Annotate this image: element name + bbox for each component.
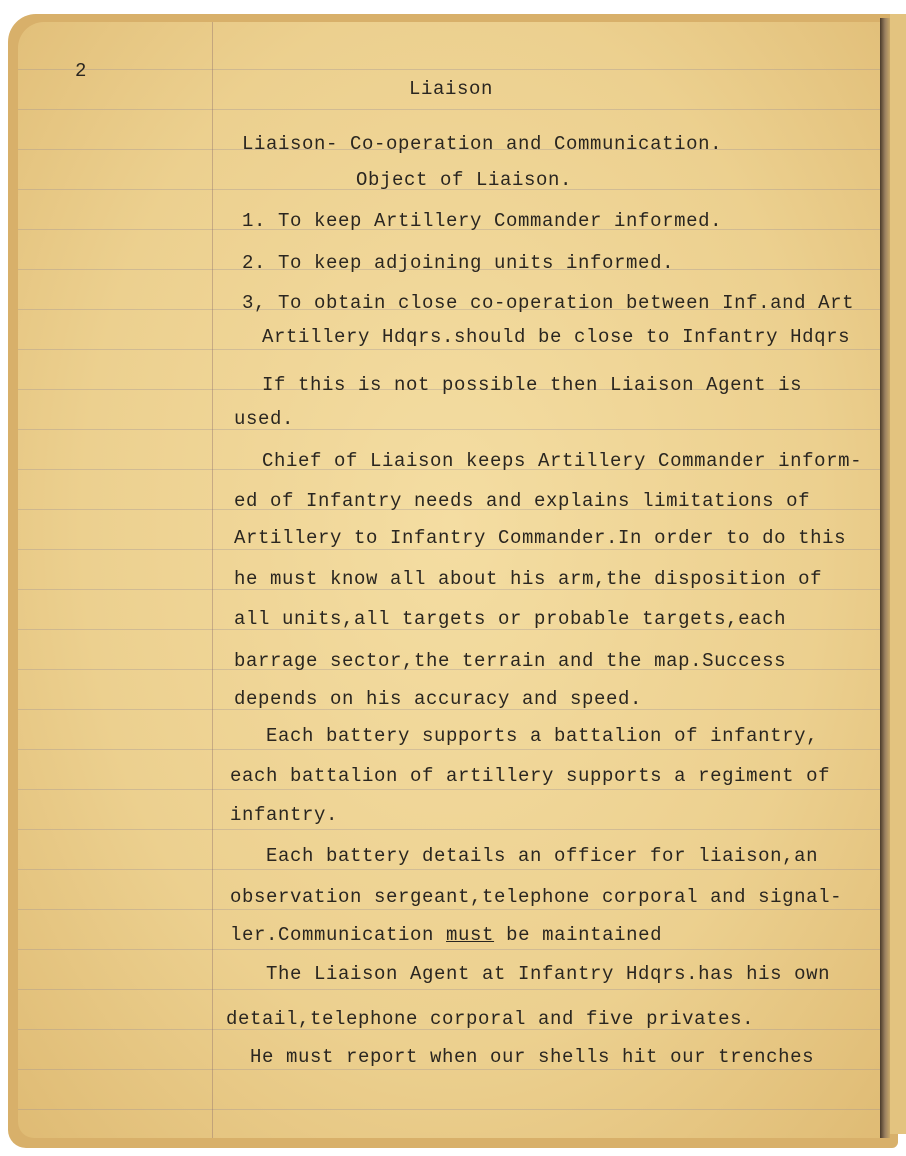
text-line-24: He must report when our shells hit our trenches xyxy=(250,1046,815,1068)
underlined-word-must: must xyxy=(446,924,495,946)
text-line-22: The Liaison Agent at Infantry Hdqrs.has his own xyxy=(266,963,831,985)
text-line-7: If this is not possible then Liaison Agent is xyxy=(262,374,803,396)
text-line-14: barrage sector,the terrain and the map.Success xyxy=(234,650,787,672)
notebook-binding xyxy=(880,18,890,1138)
text-line-9: Chief of Liaison keeps Artillery Commander inform- xyxy=(262,450,863,472)
text-line-8: used. xyxy=(234,408,295,430)
text-line-12: he must know all about his arm,the disposition of xyxy=(234,568,823,590)
text-line-13: all units,all targets or probable targets,each xyxy=(234,608,787,630)
text-line-19: Each battery details an officer for liaison,an xyxy=(266,845,819,867)
text-line-20: observation sergeant,telephone corporal and signal- xyxy=(230,886,843,908)
text-line-10: ed of Infantry needs and explains limitations of xyxy=(234,490,811,512)
text-line-15: depends on his accuracy and speed. xyxy=(234,688,643,710)
text-line-21-part-3: be maintained xyxy=(494,924,663,946)
text-line-5: 3, To obtain close co-operation between Inf.and Art xyxy=(242,292,855,314)
facing-page-edge xyxy=(890,14,906,1134)
page-number: 2 xyxy=(75,60,88,82)
text-line-17: each battalion of artillery supports a regiment of xyxy=(230,765,831,787)
margin-line xyxy=(212,22,213,1138)
text-line-16: Each battery supports a battalion of infantry, xyxy=(266,725,819,747)
text-line-3: 1. To keep Artillery Commander informed. xyxy=(242,210,723,232)
page-title: Liaison xyxy=(409,78,494,100)
text-line-1: Liaison- Co-operation and Communication. xyxy=(242,133,723,155)
text-line-4: 2. To keep adjoining units informed. xyxy=(242,252,675,274)
text-line-23: detail,telephone corporal and five privates. xyxy=(226,1008,755,1030)
text-line-2: Object of Liaison. xyxy=(356,169,573,191)
text-line-6: Artillery Hdqrs.should be close to Infantry Hdqrs xyxy=(262,326,851,348)
text-line-21-part-1: ler.Communication xyxy=(230,924,447,946)
text-line-21 xyxy=(230,924,662,946)
text-line-11: Artillery to Infantry Commander.In order to do this xyxy=(234,527,847,549)
text-line-18: infantry. xyxy=(230,804,339,826)
notebook-page xyxy=(18,22,886,1138)
